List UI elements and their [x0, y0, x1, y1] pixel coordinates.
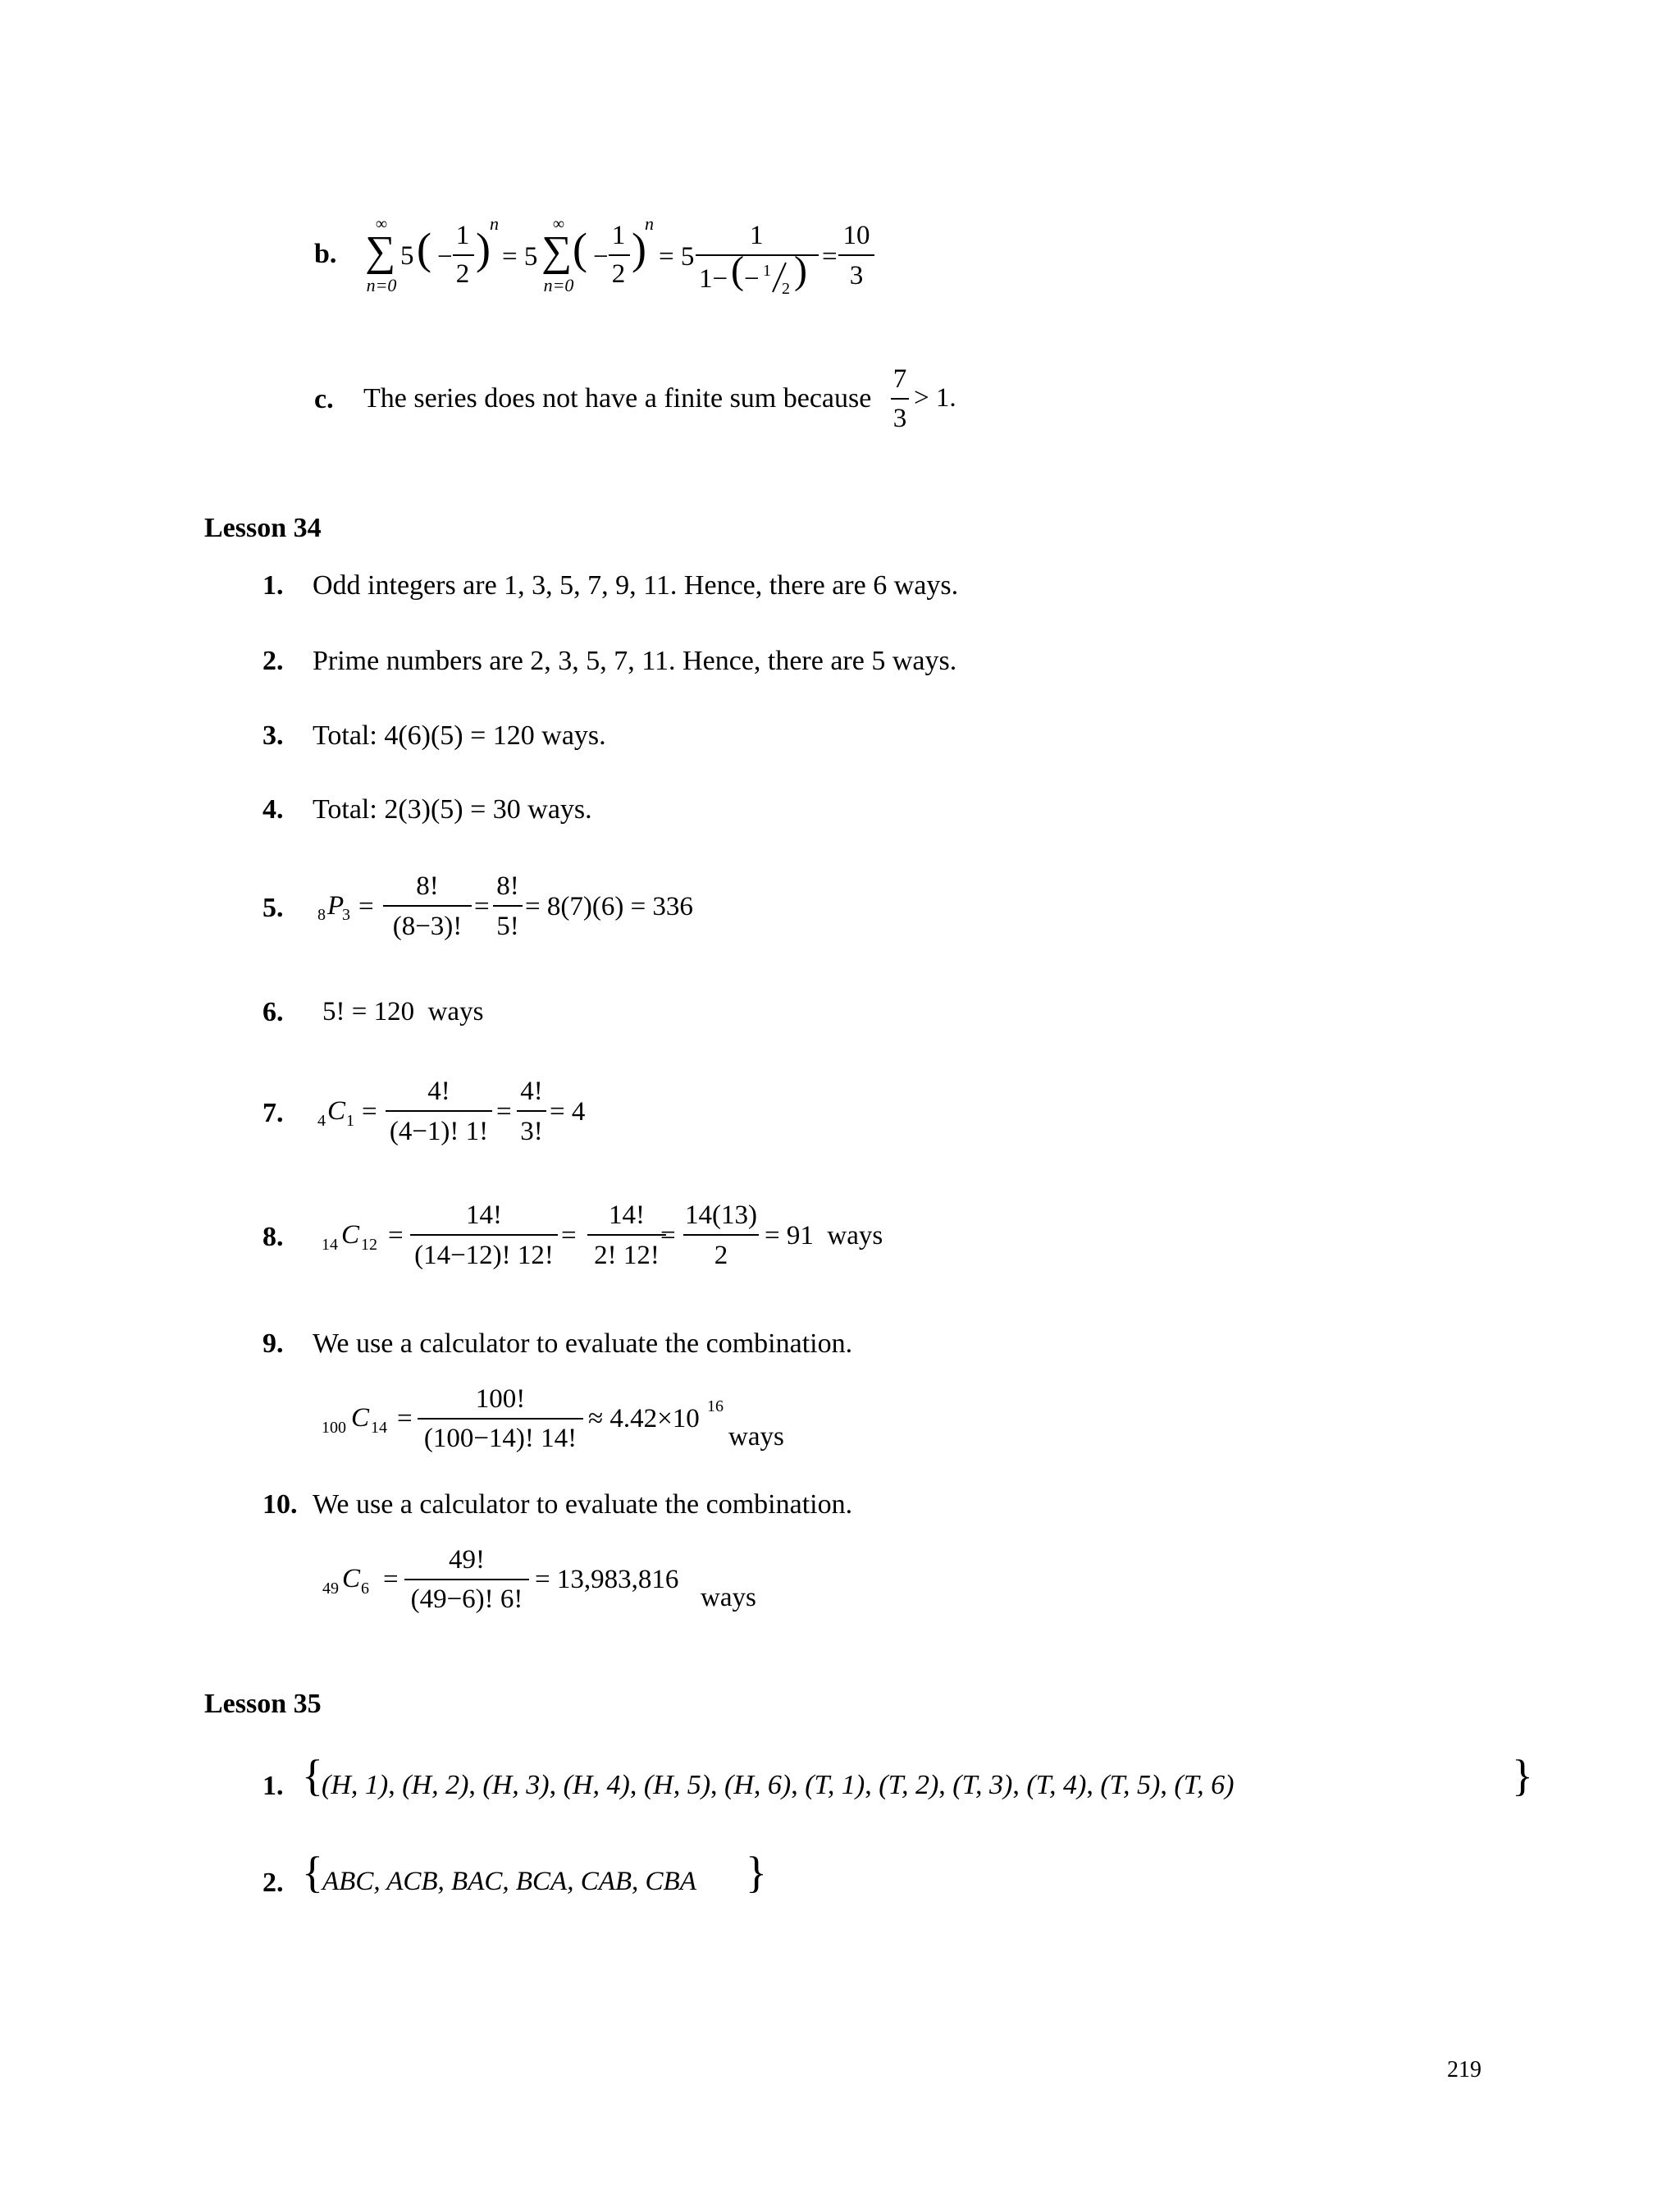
ordered-pair: (T, 6): [1174, 1770, 1235, 1800]
frac-num: 14!: [466, 1200, 502, 1230]
comparison: > 1.: [914, 383, 956, 413]
result: = 4: [550, 1097, 586, 1127]
item-number: 2.: [262, 1868, 284, 1898]
separator: ,: [791, 1770, 806, 1800]
separator: ,: [938, 1770, 953, 1800]
fraction-bar: [418, 1418, 583, 1420]
item-number: 1.: [262, 570, 284, 601]
item-text: Total: 4(6)(5) = 120 ways.: [313, 720, 606, 751]
combination-symbol: C: [342, 1564, 361, 1593]
ordered-pair: (T, 3): [952, 1770, 1013, 1800]
ordered-pair: (H, 2): [402, 1770, 469, 1800]
ordered-pair: (H, 6): [724, 1770, 792, 1800]
lesson-34-heading: Lesson 34: [204, 513, 322, 543]
minus-sign: −: [593, 242, 609, 272]
item-number: 8.: [262, 1222, 284, 1252]
equals-sign: =: [358, 892, 374, 921]
sum-lower-limit: n=0: [543, 275, 574, 295]
paren-close: ): [794, 249, 807, 292]
frac-den: (100−14)! 14!: [423, 1424, 578, 1453]
frac-den: (4−1)! 1!: [389, 1117, 489, 1146]
permutation-symbol: P: [327, 891, 345, 921]
paren-close: ): [632, 224, 646, 273]
combination-symbol: C: [341, 1220, 360, 1250]
paren-open: (: [417, 224, 431, 273]
result-num: 10: [842, 221, 870, 250]
page-number: 219: [1447, 2057, 1481, 2083]
item-number: 7.: [262, 1098, 284, 1128]
equals-sign: =: [362, 1097, 377, 1127]
fraction-bar: [453, 254, 474, 256]
frac-den: 5!: [496, 912, 519, 941]
frac-num: 1: [455, 221, 470, 250]
exponent-n: n: [645, 213, 654, 234]
ordered-pair: (T, 4): [1026, 1770, 1087, 1800]
ordered-pair: (T, 5): [1100, 1770, 1161, 1800]
item-text: Prime numbers are 2, 3, 5, 7, 11. Hence, there are 5 ways.: [313, 646, 957, 676]
exponent: 16: [707, 1397, 724, 1415]
subscript: 1: [346, 1112, 354, 1130]
frac-den: 3: [892, 404, 907, 433]
frac-den: (49−6)! 6!: [410, 1584, 523, 1614]
fraction-bar: [683, 1234, 759, 1236]
brace-close: }: [746, 1848, 767, 1897]
equals-sign: =: [822, 242, 838, 272]
sum-upper-limit: ∞: [375, 215, 388, 233]
fraction-bar: [587, 1234, 666, 1236]
item-text: Odd integers are 1, 3, 5, 7, 9, 11. Hence, there are 6 ways.: [313, 570, 959, 601]
result: = 8(7)(6) = 336: [525, 892, 693, 921]
fraction-bar: [891, 398, 909, 400]
fraction-bar: [609, 254, 630, 256]
ordered-pair: (H, 5): [643, 1770, 711, 1800]
item-text: Total: 2(3)(5) = 30 ways.: [313, 794, 592, 825]
units: ways: [701, 1583, 756, 1612]
ordered-pair: (H, 1): [322, 1770, 389, 1800]
result: = 13,983,816: [535, 1565, 679, 1594]
item-number: 9.: [262, 1328, 284, 1359]
separator: ,: [1012, 1770, 1027, 1800]
part-c-label: c.: [314, 384, 334, 414]
frac-den: 2: [455, 259, 470, 289]
frac-den: (8−3)!: [392, 912, 463, 941]
separator: ,: [468, 1770, 483, 1800]
minus-sign: −: [437, 242, 453, 272]
summation-symbol: ∑: [365, 228, 396, 275]
prefix-subscript: 100: [322, 1419, 346, 1437]
equals-sign: =: [383, 1565, 399, 1594]
frac-den: 2: [611, 259, 626, 289]
frac-num: 100!: [475, 1384, 526, 1414]
frac-num: 1: [611, 221, 626, 250]
ordered-pair: (T, 1): [805, 1770, 865, 1800]
approximation: ≈ 4.42×10: [588, 1404, 700, 1433]
part-c-text: The series does not have a finite sum because: [363, 383, 872, 414]
frac-den: 3!: [520, 1117, 543, 1146]
subscript: 14: [371, 1419, 387, 1437]
one-minus: 1−: [699, 264, 728, 294]
frac-num: 8!: [416, 871, 439, 901]
frac-den: 2: [714, 1241, 728, 1270]
sum-lower-limit: n=0: [366, 275, 397, 295]
separator: ,: [1086, 1770, 1101, 1800]
frac-num: 1: [750, 221, 764, 250]
minus-sign: −: [744, 264, 760, 294]
fraction-bar: [493, 905, 523, 907]
paren-open: (: [573, 224, 587, 273]
item-number: 10.: [262, 1489, 298, 1520]
ordered-pair: (T, 2): [879, 1770, 939, 1800]
lesson-35-heading: Lesson 35: [204, 1689, 322, 1719]
item-number: 3.: [262, 720, 284, 751]
combination-symbol: C: [327, 1096, 346, 1126]
frac-num: 7: [892, 364, 907, 394]
frac-num: 14(13): [685, 1200, 757, 1230]
item-number: 2.: [262, 646, 284, 676]
prefix-subscript: 14: [322, 1236, 338, 1254]
prefix-subscript: 4: [317, 1112, 326, 1130]
part-b-label: b.: [314, 239, 337, 269]
fraction-bar: [517, 1110, 546, 1112]
frac-den: (14−12)! 12!: [414, 1241, 554, 1270]
ordered-pair: (H, 3): [482, 1770, 550, 1800]
item-number: 5.: [262, 893, 284, 923]
frac-num: 8!: [496, 871, 519, 901]
equals-sign: =: [388, 1221, 404, 1250]
summation-symbol: ∑: [541, 228, 573, 275]
separator: ,: [549, 1770, 564, 1800]
fraction-bar: [838, 254, 874, 256]
ordered-pair: (H, 4): [563, 1770, 630, 1800]
slash-den: 2: [782, 280, 790, 298]
separator: ,: [865, 1770, 879, 1800]
separator: ,: [629, 1770, 644, 1800]
frac-num: 4!: [427, 1077, 450, 1106]
coefficient: 5: [400, 241, 414, 271]
separator: ,: [710, 1770, 725, 1800]
separator: ,: [1160, 1770, 1175, 1800]
paren-close: ): [476, 224, 491, 273]
frac-num: 14!: [609, 1200, 645, 1230]
equals-sign: = 5: [502, 242, 538, 272]
item-text: We use a calculator to evaluate the combination.: [313, 1328, 853, 1359]
exponent-n: n: [490, 213, 499, 234]
frac-den: 2! 12!: [594, 1241, 660, 1270]
frac-num: 49!: [449, 1545, 485, 1575]
fraction-bar: [383, 905, 472, 907]
combination-symbol: C: [351, 1403, 370, 1433]
slash-num: 1: [763, 262, 771, 280]
result-den: 3: [849, 261, 864, 290]
units: ways: [728, 1422, 784, 1452]
outcome-list: [322, 1761, 1234, 1810]
item-number: 6.: [262, 997, 284, 1027]
brace-open: {: [302, 1848, 323, 1897]
item-text: 5! = 120 ways: [322, 997, 484, 1026]
equals-five: = 5: [659, 242, 695, 272]
sum-upper-limit: ∞: [552, 215, 565, 233]
prefix-subscript: 49: [322, 1580, 339, 1598]
paren-open: (: [731, 249, 744, 292]
equals-sign: =: [397, 1404, 413, 1433]
item-text: We use a calculator to evaluate the combination.: [313, 1489, 853, 1520]
fraction-bar: [404, 1579, 529, 1580]
item-number: 4.: [262, 794, 284, 825]
fraction-bar: [410, 1234, 558, 1236]
separator: ,: [388, 1770, 403, 1800]
subscript: 6: [361, 1580, 369, 1598]
frac-num: 4!: [520, 1077, 543, 1106]
arrangement-list: ABC, ACB, BAC, BCA, CAB, CBA: [322, 1867, 696, 1896]
fraction-bar: [386, 1110, 492, 1112]
result: = 91 ways: [765, 1221, 883, 1250]
brace-open: {: [302, 1751, 323, 1800]
brace-close: }: [1512, 1751, 1533, 1800]
prefix-subscript: 8: [317, 906, 326, 924]
item-number: 1.: [262, 1771, 284, 1801]
subscript: 3: [342, 906, 350, 924]
subscript: 12: [361, 1236, 377, 1254]
